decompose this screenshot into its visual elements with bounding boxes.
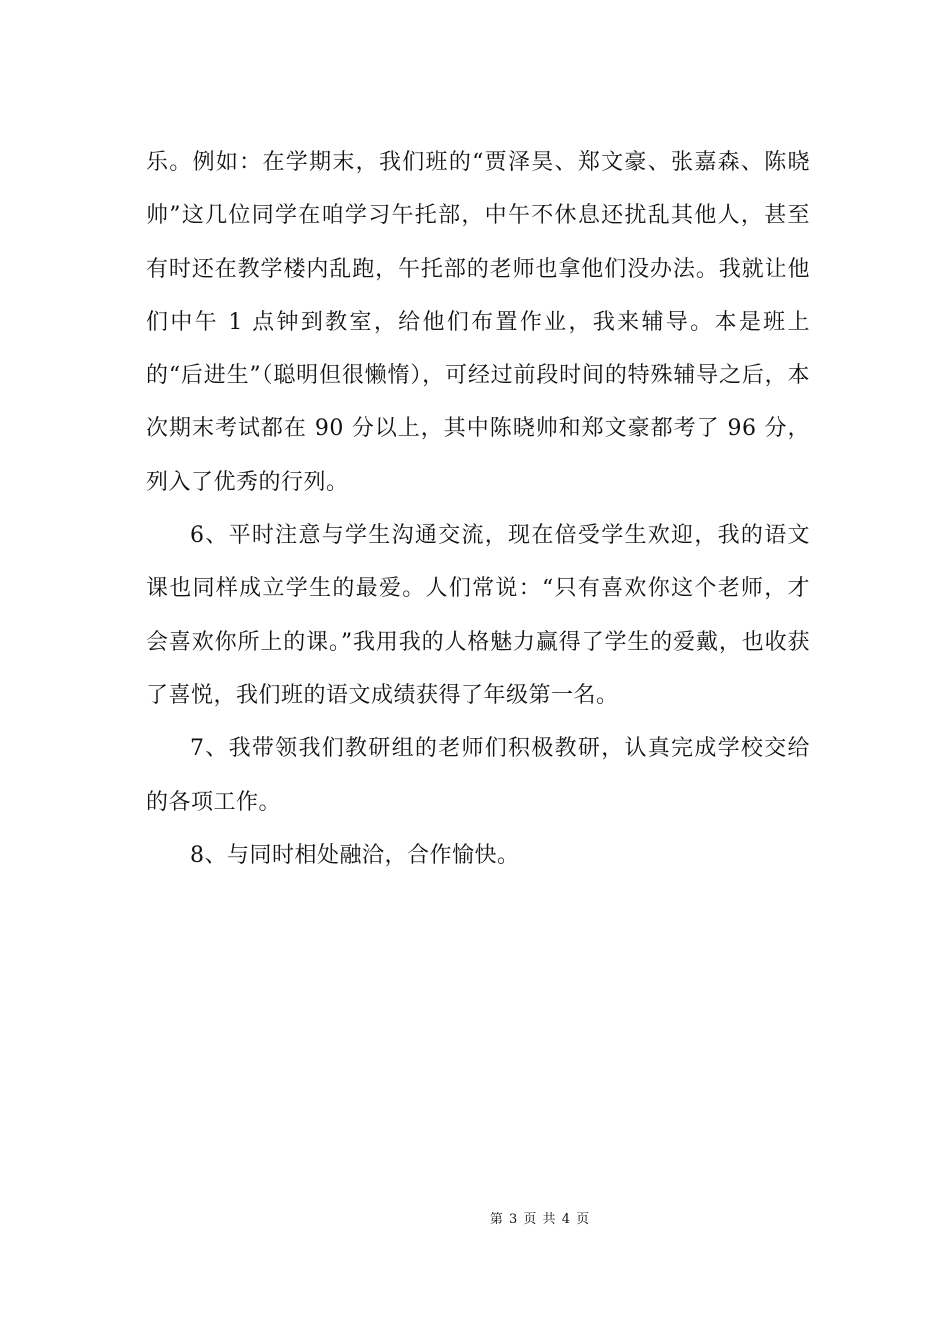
paragraph-item-7: 7、我带领我们教研组的老师们积极教研，认真完成学校交给的各项工作。 [146, 736, 810, 815]
paragraph-item-8: 8、与同时相处融洽，合作愉快。 [190, 842, 520, 868]
paragraph-item-6: 6、平时注意与学生沟通交流，现在倍受学生欢迎，我的语文课也同样成立学生的最爱。人们常说：“只有喜欢你这个老师，才会喜欢你所上的课。”我用我的人格魅力赢得了学生的爱戴，也收获了喜悦，我们班的语文成绩获得了年级第一名。 [146, 523, 810, 708]
page-number-footer: 第 3 页 共 4 页 [489, 1212, 591, 1227]
paragraph-continuation: 乐。例如：在学期末，我们班的“贾泽昊、郑文豪、张嘉森、陈晓帅”这几位同学在咱学习午托部，中午不休息还扰乱其他人，甚至有时还在教学楼内乱跑，午托部的老师也拿他们没办法。我就让他们中午 1 点钟到教室，给他们布置作业，我来辅导。本是班上的“后进生”（聪明但很懒惰），可经过前段时间的特殊辅导之后，本次期末考试都在 90 分以上，其中陈晓帅和郑文豪都考了 96 分，列入了优秀的行列。 [146, 150, 810, 495]
document-body [146, 136, 810, 882]
